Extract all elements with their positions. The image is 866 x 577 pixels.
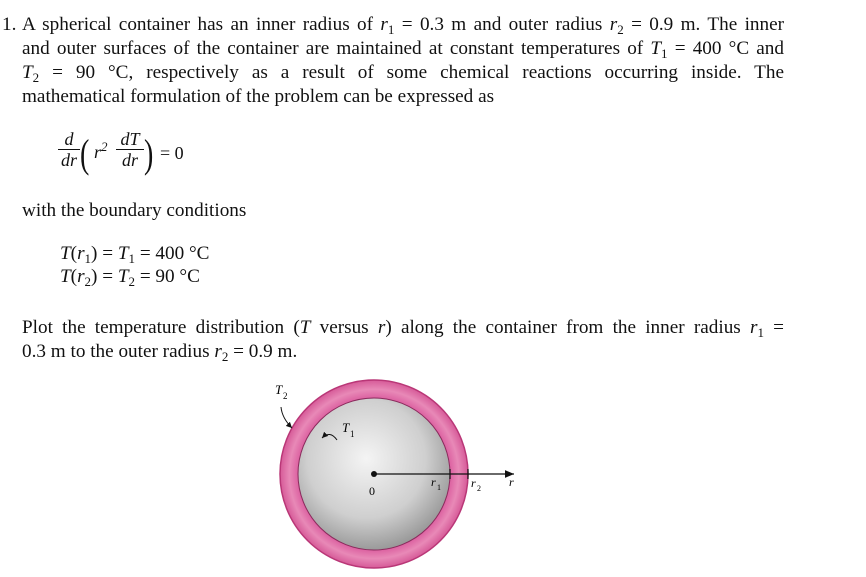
eq-d: d — [64, 129, 74, 149]
boundary-condition-1: $T(r_1) = T_1 = 400$ °C — [60, 243, 210, 266]
label-T1-sub: 1 — [350, 429, 355, 439]
eq-dr2: dr — [121, 150, 138, 170]
label-r2-sub: 2 — [477, 484, 481, 493]
label-origin: 0 — [369, 484, 375, 498]
label-r1: r — [431, 475, 436, 489]
intro-line-2: and outer surfaces of the container are maintained at constant temperatures of $T_1 = 400$ °C and — [22, 38, 784, 61]
bc-intro: with the boundary conditions — [22, 200, 247, 221]
label-T1: T — [342, 420, 350, 435]
label-T2-sub: 2 — [283, 391, 288, 401]
origin-dot — [371, 471, 377, 477]
eq-dr: dr — [60, 150, 77, 170]
problem-number: 1. — [2, 14, 17, 35]
task-line-1: Plot the temperature distribution (T versus r) along the container from the inner radius $r_1$ = — [22, 317, 784, 340]
right-paren: ) — [143, 131, 154, 176]
label-r: r — [509, 475, 514, 489]
eq-rhs: = 0 — [160, 143, 184, 163]
boundary-condition-2: $T(r_2) = T_2 = 90$ °C — [60, 266, 200, 289]
intro-line-3: $T_2 = 90$ °C, respectively as a result of some chemical reactions occurring inside. The — [22, 62, 784, 85]
eq-r: r — [94, 142, 102, 162]
t2-leader — [281, 407, 292, 428]
task-line-2: 0.3 m to the outer radius $r_2 = 0.9$ m. — [22, 341, 298, 364]
left-paren: ( — [79, 131, 90, 176]
eq-dT: dT — [120, 129, 140, 149]
label-T2: T — [275, 382, 283, 397]
eq-r-exp: 2 — [101, 139, 108, 154]
intro-line-4: mathematical formulation of the problem can be expressed as — [22, 86, 495, 107]
label-r1-sub: 1 — [437, 483, 441, 492]
label-r2: r — [471, 476, 476, 490]
intro-line-1: A spherical container has an inner radius of $r_1 = 0.3$ m and outer radius $r_2 = 0.9$ m. The inner — [22, 14, 785, 37]
